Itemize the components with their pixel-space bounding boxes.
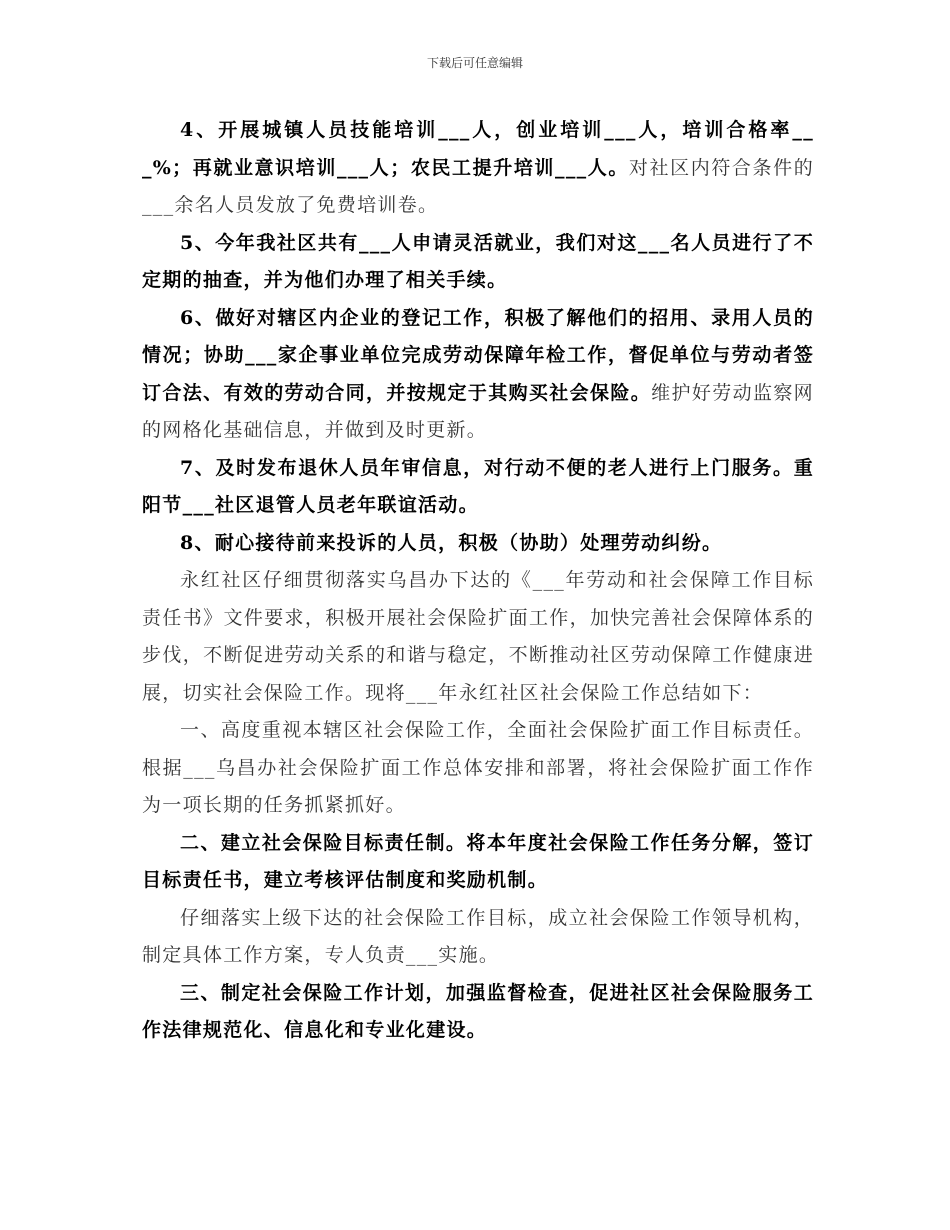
paragraph-normal-text: 永红社区仔细贯彻落实乌昌办下达的《___年劳动和社会保障工作目标责任书》文件要求，积极开展社会保险扩面工作，加快完善社会保障体系的步伐，不断促进劳动关系的和谐与稳定，不断推动社区劳动保障工作健康进展，切实社会保险工作。现将___年永红社区社会保险工作总结如下： <box>142 569 814 704</box>
paragraph-section-1 <box>142 712 814 825</box>
document-body <box>142 112 814 1050</box>
paragraph-bold-text: 二、建立社会保险目标责任制。将本年度社会保险工作任务分解，签订目标责任书，建立考核评估制度和奖励机制。 <box>142 831 814 891</box>
paragraph-normal-text: 维护好劳动监察网的网格化基础信息，并做到及时更新。 <box>142 381 814 441</box>
paragraph-intro <box>142 562 814 712</box>
paragraph-bold-text: 6、做好对辖区内企业的登记工作，积极了解他们的招用、录用人员的情况；协助___家企事业单位完成劳动保障年检工作，督促单位与劳动者签订合法、有效的劳动合同，并按规定于其购买社会保险。 <box>142 306 814 404</box>
paragraph-item-4 <box>142 112 814 225</box>
paragraph-bold-text: 4、开展城镇人员技能培训___人，创业培训___人，培训合格率___%；再就业意识培训___人；农民工提升培训___人。 <box>142 119 814 179</box>
paragraph-normal-text: 一、高度重视本辖区社会保险工作，全面社会保险扩面工作目标责任。根据___乌昌办社会保险扩面工作总体安排和部署，将社会保险扩面工作作为一项长期的任务抓紧抓好。 <box>142 719 814 816</box>
paragraph-normal-text: 对社区内符合条件的___余名人员发放了免费培训卷。 <box>142 156 815 216</box>
paragraph-section-2-detail <box>142 900 814 975</box>
paragraph-item-5 <box>142 225 814 300</box>
paragraph-bold-text: 7、及时发布退休人员年审信息，对行动不便的老人进行上门服务。重阳节___社区退管人员老年联谊活动。 <box>142 456 814 516</box>
paragraph-bold-text: 8、耐心接待前来投诉的人员，积极（协助）处理劳动纠纷。 <box>180 531 723 554</box>
paragraph-bold-text: 三、制定社会保险工作计划，加强监督检查，促进社区社会保险服务工作法律规范化、信息化和专业化建设。 <box>142 981 814 1041</box>
paragraph-section-3 <box>142 975 814 1050</box>
page-header: 下载后可任意编辑 <box>426 56 523 70</box>
paragraph-bold-text: 5、今年我社区共有___人申请灵活就业，我们对这___名人员进行了不定期的抽查，并为他们办理了相关手续。 <box>142 231 814 291</box>
paragraph-normal-text: 仔细落实上级下达的社会保险工作目标，成立社会保险工作领导机构，制定具体工作方案，专人负责___实施。 <box>142 906 814 966</box>
paragraph-item-7 <box>142 450 814 525</box>
paragraph-item-8 <box>142 525 814 563</box>
paragraph-item-6 <box>142 300 814 450</box>
paragraph-section-2 <box>142 825 814 900</box>
